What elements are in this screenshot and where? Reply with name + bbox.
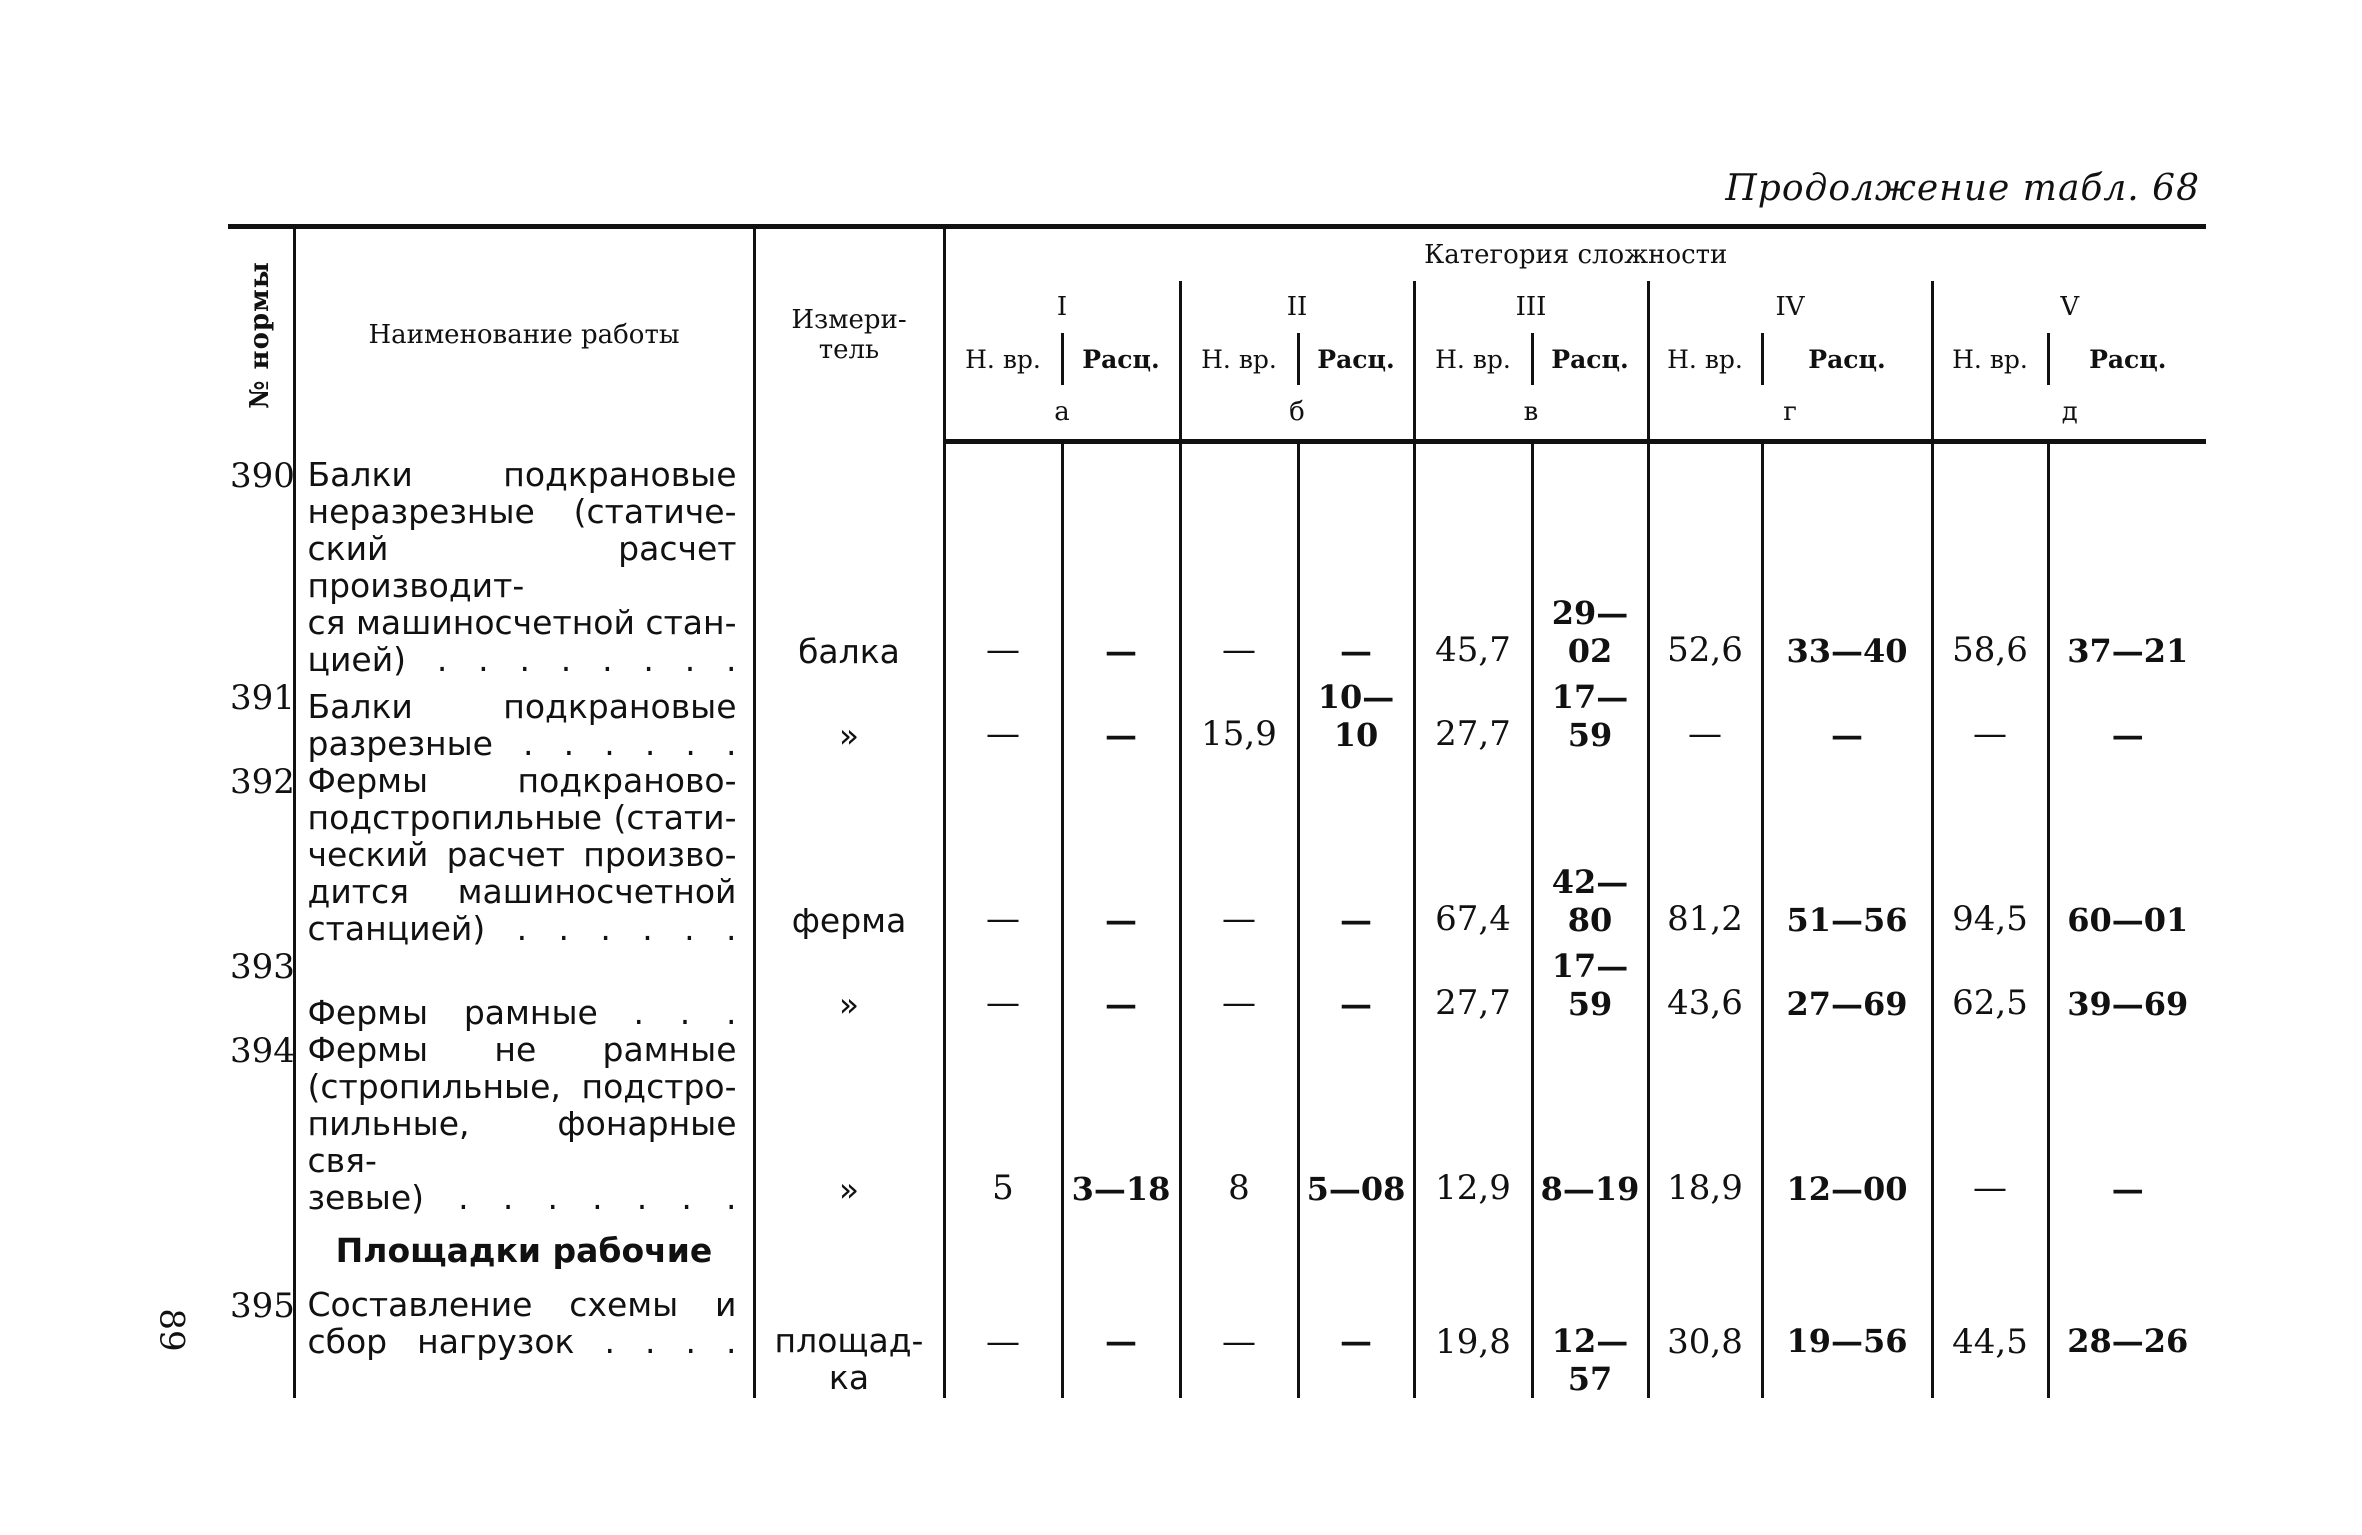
time-norm-value: 58,6	[1932, 442, 2048, 678]
rate-value: 19—56	[1762, 1286, 1932, 1398]
work-name-line: цией) . . . . . . . .	[307, 639, 737, 679]
section-norm-spacer	[228, 1216, 294, 1286]
time-norm-value: —	[944, 442, 1062, 678]
header-unit	[754, 227, 944, 442]
work-name-line: разрезные . . . . . .	[307, 723, 737, 763]
rate-value: —	[1298, 1286, 1414, 1398]
table-row	[228, 1031, 2206, 1216]
rate-value: —	[1062, 1286, 1180, 1398]
work-name-line: (стропильные, подстро-	[307, 1066, 737, 1106]
norm-number: 390	[228, 442, 294, 678]
work-name-line: станцией) . . . . . .	[307, 908, 737, 948]
header-time-norm: Н. вр.	[1180, 333, 1298, 385]
time-norm-value: 30,8	[1648, 1286, 1762, 1398]
norm-number: 393	[228, 947, 294, 1031]
rate-value: 60—01	[2067, 900, 2189, 939]
rate-value: 51—56	[1762, 762, 1932, 947]
table-header	[228, 227, 2206, 442]
header-category-roman: IV	[1648, 281, 1932, 333]
section-title: Площадки рабочие	[294, 1216, 754, 1286]
unit-value: »	[754, 1031, 944, 1216]
header-time-norm: Н. вр.	[1414, 333, 1532, 385]
section-value-spacer	[944, 1216, 1062, 1286]
rate-value: —	[2111, 1169, 2144, 1208]
section-value-spacer	[1532, 1216, 1648, 1286]
rate-value: 37—21	[2067, 631, 2189, 670]
work-name-line: дится машиносчетной	[307, 871, 737, 911]
rate-value: —	[1062, 947, 1180, 1031]
header-time-norm: Н. вр.	[1932, 333, 2048, 385]
time-norm-value: —	[1932, 678, 2048, 762]
rate-value: —	[1062, 442, 1180, 678]
table-caption: Продолжение табл. 68	[1725, 168, 2200, 209]
rate-value: 5—08	[1298, 1031, 1414, 1216]
rate-value: 17—59	[1532, 678, 1648, 762]
time-norm-value: 45,7	[1414, 442, 1532, 678]
header-column-letter: д	[1932, 385, 2206, 442]
header-column-letter: б	[1180, 385, 1414, 442]
header-work-name: Наименование работы	[294, 227, 754, 442]
work-name-line: ческий расчет произво-	[307, 834, 737, 874]
work-name	[294, 1031, 754, 1216]
time-norm-value: 12,9	[1414, 1031, 1532, 1216]
time-norm-value: 44,5	[1932, 1286, 2048, 1398]
header-column-letter: г	[1648, 385, 1932, 442]
rate-value: —	[1062, 678, 1180, 762]
time-norm-value: 19,8	[1414, 1286, 1532, 1398]
rate-value: 17—59	[1532, 947, 1648, 1031]
section-value-spacer	[2048, 1216, 2206, 1286]
header-rate: Расц.	[1532, 333, 1648, 385]
work-name	[294, 1286, 754, 1398]
header-unit-line: Измери-	[791, 305, 907, 336]
time-norm-value: —	[944, 678, 1062, 762]
unit-line: ка	[828, 1357, 870, 1397]
header-unit-line: тель	[818, 335, 880, 366]
time-norm-value: 27,7	[1414, 947, 1532, 1031]
rate-value: —	[1298, 442, 1414, 678]
rate-value: —	[1298, 762, 1414, 947]
section-value-spacer	[1762, 1216, 1932, 1286]
table-row	[228, 1286, 2206, 1398]
header-time-norm: Н. вр.	[1648, 333, 1762, 385]
unit-value	[754, 1286, 944, 1398]
rate-value: 27—69	[1762, 947, 1932, 1031]
page-number: 89	[151, 1308, 192, 1352]
header-norm-number: № нормы	[228, 227, 294, 442]
work-name-line: сбор нагрузок . . . .	[307, 1321, 737, 1361]
time-norm-value: —	[1648, 678, 1762, 762]
time-norm-value: —	[1180, 1286, 1298, 1398]
work-name-line: неразрезные (статиче-	[307, 491, 737, 531]
time-norm-value: —	[1180, 442, 1298, 678]
time-norm-value: —	[1932, 1031, 2048, 1216]
unit-value: »	[754, 947, 944, 1031]
header-category-roman: II	[1180, 281, 1414, 333]
table-row	[228, 762, 2206, 947]
time-norm-value: 52,6	[1648, 442, 1762, 678]
section-value-spacer	[1062, 1216, 1180, 1286]
rate-value: 3—18	[1062, 1031, 1180, 1216]
time-norm-value: —	[1180, 762, 1298, 947]
header-category-roman: V	[2060, 292, 2080, 322]
header-category-roman: III	[1414, 281, 1648, 333]
work-name-line: подстропильные (стати-	[307, 797, 737, 837]
rate-value: —	[1762, 678, 1932, 762]
time-norm-value: —	[944, 947, 1062, 1031]
section-value-spacer	[1648, 1216, 1762, 1286]
header-column-letter: а	[944, 385, 1180, 442]
header-rate: Расц.	[1062, 333, 1180, 385]
table-row	[228, 678, 2206, 762]
time-norm-value: 8	[1180, 1031, 1298, 1216]
rate-value: 33—40	[1762, 442, 1932, 678]
unit-value: ферма	[754, 762, 944, 947]
norm-number: 395	[228, 1286, 294, 1398]
time-norm-value: 94,5	[1932, 762, 2048, 947]
rate-value: 39—69	[2067, 984, 2189, 1023]
work-name-line: ский расчет производит-	[307, 528, 737, 605]
header-time-norm: Н. вр.	[944, 333, 1062, 385]
work-name-line: ся машиносчетной стан-	[307, 602, 737, 642]
norm-number: 391	[228, 678, 294, 762]
work-name	[294, 442, 754, 678]
unit-value: балка	[754, 442, 944, 678]
time-norm-value: —	[944, 1286, 1062, 1398]
header-rate: Расц.	[1762, 333, 1932, 385]
work-name	[294, 947, 754, 1031]
work-name-line: зевые) . . . . . . .	[307, 1177, 737, 1217]
table-row	[228, 442, 2206, 678]
section-unit-spacer	[754, 1216, 944, 1286]
work-name-line: пильные, фонарные свя-	[307, 1103, 737, 1180]
rate-value: —	[1062, 762, 1180, 947]
time-norm-value: —	[944, 762, 1062, 947]
time-norm-value: 81,2	[1648, 762, 1762, 947]
table-body	[228, 442, 2206, 1398]
time-norm-value: 43,6	[1648, 947, 1762, 1031]
section-row	[228, 1216, 2206, 1286]
work-name-line: Балки подкрановые	[307, 686, 737, 726]
work-name-line: Фермы рамные . . .	[307, 992, 737, 1032]
section-value-spacer	[1180, 1216, 1298, 1286]
rate-value: 10—10	[1298, 678, 1414, 762]
time-norm-value: 67,4	[1414, 762, 1532, 947]
header-rate: Расц.	[1298, 333, 1414, 385]
work-name-line: Фермы подкраново-	[307, 760, 737, 800]
time-norm-value: 18,9	[1648, 1031, 1762, 1216]
rate-value: 42—80	[1532, 762, 1648, 947]
section-value-spacer	[1298, 1216, 1414, 1286]
time-norm-value: —	[1180, 947, 1298, 1031]
header-category-roman: I	[944, 281, 1180, 333]
norm-number: 394	[228, 1031, 294, 1216]
work-name-line: Составление схемы и	[307, 1284, 737, 1324]
time-norm-value: 5	[944, 1031, 1062, 1216]
rate-value: 29—02	[1532, 442, 1648, 678]
table-row	[228, 947, 2206, 1031]
work-name-line: Фермы не рамные	[307, 1029, 737, 1069]
header-column-letter: в	[1414, 385, 1648, 442]
rate-value: 8—19	[1532, 1031, 1648, 1216]
section-value-spacer	[1932, 1216, 2048, 1286]
rate-value: —	[2111, 715, 2144, 754]
header-category-title: Категория сложности	[944, 227, 2206, 282]
section-value-spacer	[1414, 1216, 1532, 1286]
work-name-line: Балки подкрановые	[307, 454, 737, 494]
work-name	[294, 762, 754, 947]
rate-value: 12—57	[1532, 1286, 1648, 1398]
time-norm-value: 62,5	[1932, 947, 2048, 1031]
rate-value: —	[1298, 947, 1414, 1031]
rate-value: 12—00	[1762, 1031, 1932, 1216]
norm-number: 392	[228, 762, 294, 947]
norms-table	[228, 224, 2206, 1398]
rate-value: 28—26	[2067, 1321, 2189, 1360]
time-norm-value: 27,7	[1414, 678, 1532, 762]
time-norm-value: 15,9	[1180, 678, 1298, 762]
unit-value: »	[754, 678, 944, 762]
work-name	[294, 678, 754, 762]
header-rate: Расц.	[2089, 344, 2167, 374]
unit-line: площад-	[774, 1320, 924, 1360]
